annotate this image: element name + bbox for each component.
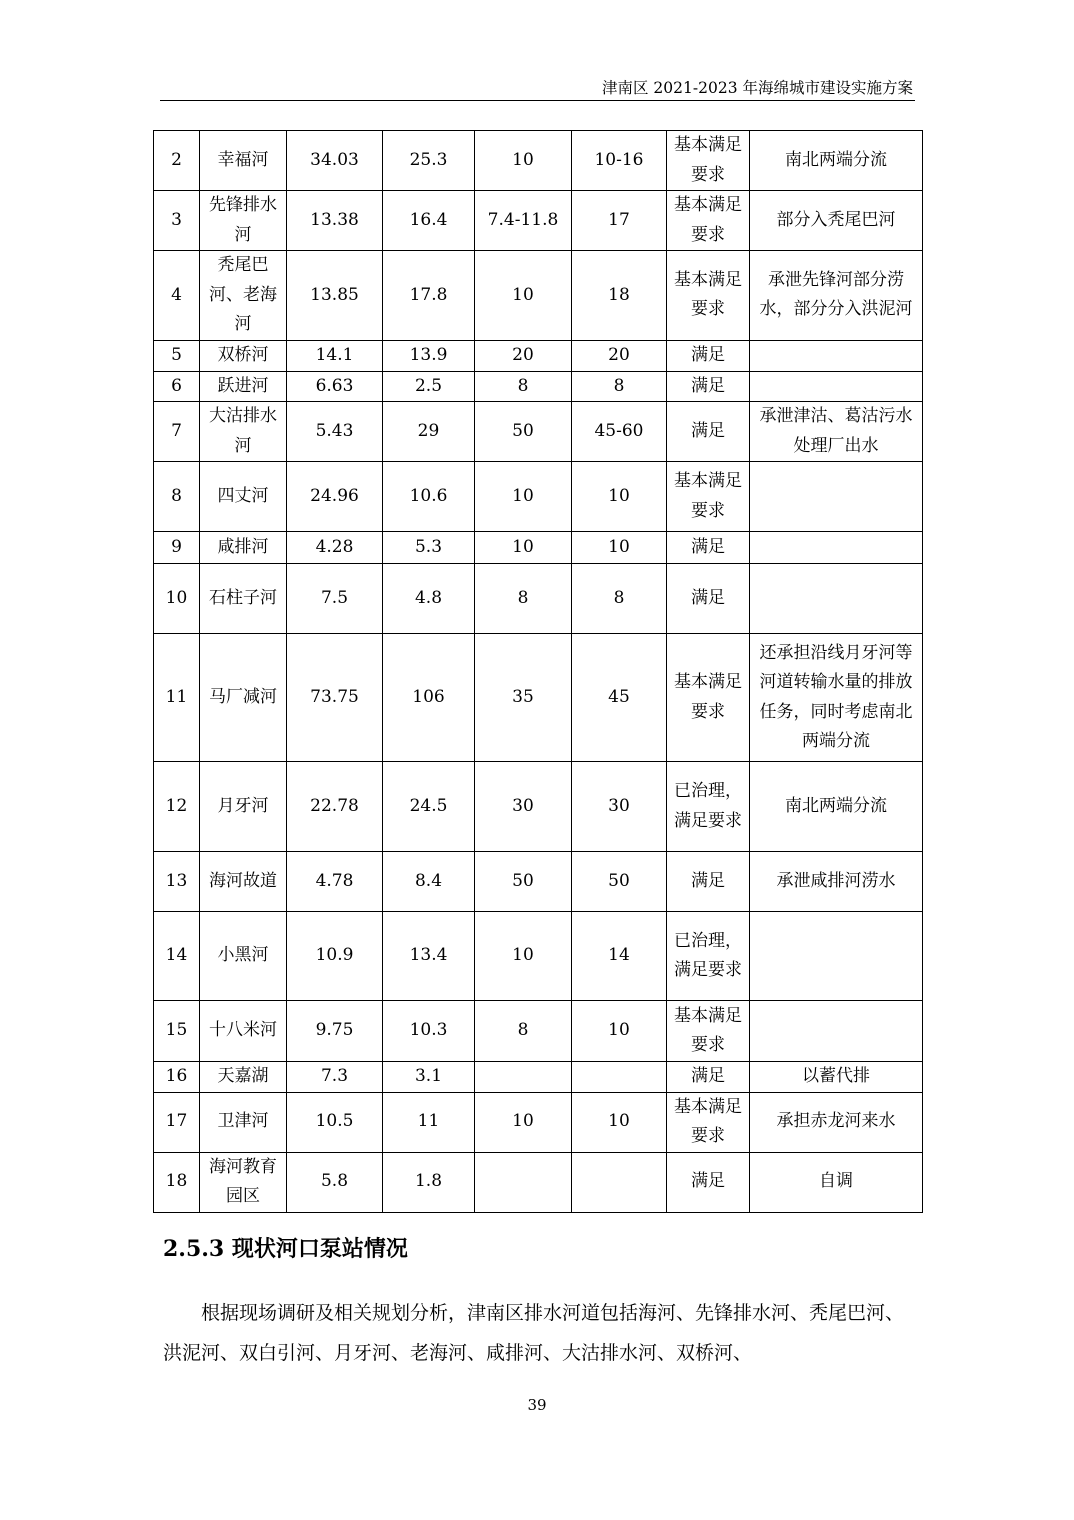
cell-plan-standard: 8 <box>572 371 667 402</box>
cell-remark <box>750 564 923 634</box>
cell-current-standard: 10 <box>475 912 572 1001</box>
table-row <box>154 634 923 762</box>
cell-river-name: 十八米河 <box>200 1001 287 1062</box>
cell-plan-standard: 8 <box>572 564 667 634</box>
cell-river-name: 马厂减河 <box>200 634 287 762</box>
cell-number: 18 <box>154 1152 200 1212</box>
cell-river-name: 卫津河 <box>200 1092 287 1152</box>
cell-area: 13.4 <box>383 912 475 1001</box>
cell-status: 满足 <box>667 371 750 402</box>
cell-remark: 南北两端分流 <box>750 131 923 191</box>
cell-status: 基本满足要求 <box>667 1092 750 1152</box>
cell-plan-standard: 10 <box>572 1001 667 1062</box>
cell-status: 基本满足要求 <box>667 131 750 191</box>
cell-area: 10.6 <box>383 462 475 532</box>
cell-number: 4 <box>154 251 200 341</box>
cell-current-standard: 50 <box>475 852 572 912</box>
cell-status: 满足 <box>667 1152 750 1212</box>
cell-length: 10.5 <box>287 1092 383 1152</box>
table-row <box>154 462 923 532</box>
cell-remark <box>750 340 923 371</box>
cell-status: 满足 <box>667 1062 750 1093</box>
cell-river-name: 海河教育园区 <box>200 1152 287 1212</box>
table-row <box>154 402 923 462</box>
cell-status: 已治理，满足要求 <box>667 762 750 852</box>
cell-river-name: 海河故道 <box>200 852 287 912</box>
cell-plan-standard: 17 <box>572 191 667 251</box>
cell-remark: 南北两端分流 <box>750 762 923 852</box>
cell-river-name: 石柱子河 <box>200 564 287 634</box>
section-title: 2.5.3 现状河口泵站情况 <box>163 1236 408 1262</box>
cell-river-name: 天嘉湖 <box>200 1062 287 1093</box>
cell-area: 5.3 <box>383 532 475 564</box>
cell-current-standard: 7.4-11.8 <box>475 191 572 251</box>
cell-current-standard: 35 <box>475 634 572 762</box>
cell-number: 2 <box>154 131 200 191</box>
cell-length: 22.78 <box>287 762 383 852</box>
cell-remark: 承泄津沽、葛沽污水处理厂出水 <box>750 402 923 462</box>
cell-length: 14.1 <box>287 340 383 371</box>
cell-length: 24.96 <box>287 462 383 532</box>
page-number: 39 <box>527 1396 547 1414</box>
cell-plan-standard: 30 <box>572 762 667 852</box>
cell-current-standard: 20 <box>475 340 572 371</box>
cell-current-standard: 10 <box>475 532 572 564</box>
cell-length: 34.03 <box>287 131 383 191</box>
cell-area: 29 <box>383 402 475 462</box>
cell-area: 16.4 <box>383 191 475 251</box>
cell-length: 7.3 <box>287 1062 383 1093</box>
cell-area: 24.5 <box>383 762 475 852</box>
cell-remark: 还承担沿线月牙河等河道转输水量的排放任务，同时考虑南北两端分流 <box>750 634 923 762</box>
cell-status: 已治理，满足要求 <box>667 912 750 1001</box>
cell-number: 17 <box>154 1092 200 1152</box>
cell-river-name: 大沽排水河 <box>200 402 287 462</box>
cell-number: 6 <box>154 371 200 402</box>
cell-status: 满足 <box>667 402 750 462</box>
cell-length: 9.75 <box>287 1001 383 1062</box>
cell-status: 基本满足要求 <box>667 634 750 762</box>
table-row <box>154 131 923 191</box>
table-row <box>154 1062 923 1093</box>
table-row <box>154 852 923 912</box>
cell-current-standard: 10 <box>475 251 572 341</box>
cell-river-name: 月牙河 <box>200 762 287 852</box>
cell-length: 73.75 <box>287 634 383 762</box>
cell-area: 8.4 <box>383 852 475 912</box>
table-row <box>154 251 923 341</box>
cell-length: 10.9 <box>287 912 383 1001</box>
cell-length: 7.5 <box>287 564 383 634</box>
cell-remark <box>750 371 923 402</box>
cell-plan-standard: 10 <box>572 1092 667 1152</box>
table-row <box>154 532 923 564</box>
header-title: 津南区 2021-2023 年海绵城市建设实施方案 <box>602 79 913 97</box>
cell-area: 11 <box>383 1092 475 1152</box>
cell-plan-standard: 18 <box>572 251 667 341</box>
cell-plan-standard: 45 <box>572 634 667 762</box>
cell-status: 满足 <box>667 532 750 564</box>
cell-number: 10 <box>154 564 200 634</box>
cell-remark: 承担赤龙河来水 <box>750 1092 923 1152</box>
cell-area: 25.3 <box>383 131 475 191</box>
cell-number: 7 <box>154 402 200 462</box>
cell-status: 满足 <box>667 340 750 371</box>
table-row <box>154 340 923 371</box>
cell-number: 3 <box>154 191 200 251</box>
cell-river-name: 跃进河 <box>200 371 287 402</box>
page-header <box>160 74 915 101</box>
cell-plan-standard: 45-60 <box>572 402 667 462</box>
cell-current-standard: 10 <box>475 462 572 532</box>
cell-current-standard: 8 <box>475 1001 572 1062</box>
cell-current-standard <box>475 1062 572 1093</box>
cell-river-name: 小黑河 <box>200 912 287 1001</box>
cell-river-name: 双桥河 <box>200 340 287 371</box>
cell-plan-standard <box>572 1152 667 1212</box>
table-row <box>154 1092 923 1152</box>
cell-number: 8 <box>154 462 200 532</box>
cell-number: 5 <box>154 340 200 371</box>
cell-river-name: 幸福河 <box>200 131 287 191</box>
cell-remark: 承泄先锋河部分涝水，部分分入洪泥河 <box>750 251 923 341</box>
cell-length: 13.85 <box>287 251 383 341</box>
cell-length: 4.28 <box>287 532 383 564</box>
cell-area: 2.5 <box>383 371 475 402</box>
cell-river-name: 秃尾巴河、老海河 <box>200 251 287 341</box>
cell-plan-standard <box>572 1062 667 1093</box>
cell-number: 14 <box>154 912 200 1001</box>
cell-remark: 以蓄代排 <box>750 1062 923 1093</box>
cell-area: 3.1 <box>383 1062 475 1093</box>
cell-area: 17.8 <box>383 251 475 341</box>
cell-plan-standard: 10 <box>572 532 667 564</box>
table-row <box>154 564 923 634</box>
cell-number: 15 <box>154 1001 200 1062</box>
cell-status: 基本满足要求 <box>667 1001 750 1062</box>
cell-length: 6.63 <box>287 371 383 402</box>
table-row <box>154 762 923 852</box>
cell-river-name: 先锋排水河 <box>200 191 287 251</box>
cell-length: 5.8 <box>287 1152 383 1212</box>
cell-plan-standard: 14 <box>572 912 667 1001</box>
cell-remark <box>750 462 923 532</box>
cell-area: 1.8 <box>383 1152 475 1212</box>
cell-current-standard: 50 <box>475 402 572 462</box>
cell-remark: 承泄咸排河涝水 <box>750 852 923 912</box>
table-row <box>154 371 923 402</box>
cell-length: 5.43 <box>287 402 383 462</box>
cell-status: 基本满足要求 <box>667 191 750 251</box>
cell-plan-standard: 50 <box>572 852 667 912</box>
river-table-body <box>154 131 923 1213</box>
cell-current-standard: 8 <box>475 371 572 402</box>
body-paragraph: 根据现场调研及相关规划分析，津南区排水河道包括海河、先锋排水河、秃尾巴河、洪泥河、双白引河、月牙河、老海河、咸排河、大沽排水河、双桥河、 <box>163 1302 905 1364</box>
cell-river-name: 四丈河 <box>200 462 287 532</box>
cell-status: 满足 <box>667 564 750 634</box>
cell-remark: 部分入秃尾巴河 <box>750 191 923 251</box>
cell-plan-standard: 10-16 <box>572 131 667 191</box>
cell-current-standard: 8 <box>475 564 572 634</box>
cell-number: 9 <box>154 532 200 564</box>
cell-number: 16 <box>154 1062 200 1093</box>
cell-current-standard <box>475 1152 572 1212</box>
cell-river-name: 咸排河 <box>200 532 287 564</box>
cell-status: 满足 <box>667 852 750 912</box>
table-row <box>154 1001 923 1062</box>
river-table <box>153 130 923 1213</box>
cell-length: 4.78 <box>287 852 383 912</box>
cell-current-standard: 10 <box>475 1092 572 1152</box>
cell-remark <box>750 1001 923 1062</box>
cell-number: 13 <box>154 852 200 912</box>
cell-remark <box>750 532 923 564</box>
cell-remark <box>750 912 923 1001</box>
cell-number: 12 <box>154 762 200 852</box>
table-row <box>154 1152 923 1212</box>
table-row <box>154 191 923 251</box>
cell-plan-standard: 20 <box>572 340 667 371</box>
cell-plan-standard: 10 <box>572 462 667 532</box>
cell-number: 11 <box>154 634 200 762</box>
cell-remark: 自调 <box>750 1152 923 1212</box>
cell-current-standard: 30 <box>475 762 572 852</box>
cell-area: 106 <box>383 634 475 762</box>
cell-current-standard: 10 <box>475 131 572 191</box>
cell-status: 基本满足要求 <box>667 462 750 532</box>
cell-area: 13.9 <box>383 340 475 371</box>
cell-area: 10.3 <box>383 1001 475 1062</box>
cell-status: 基本满足要求 <box>667 251 750 341</box>
cell-length: 13.38 <box>287 191 383 251</box>
cell-area: 4.8 <box>383 564 475 634</box>
table-row <box>154 912 923 1001</box>
